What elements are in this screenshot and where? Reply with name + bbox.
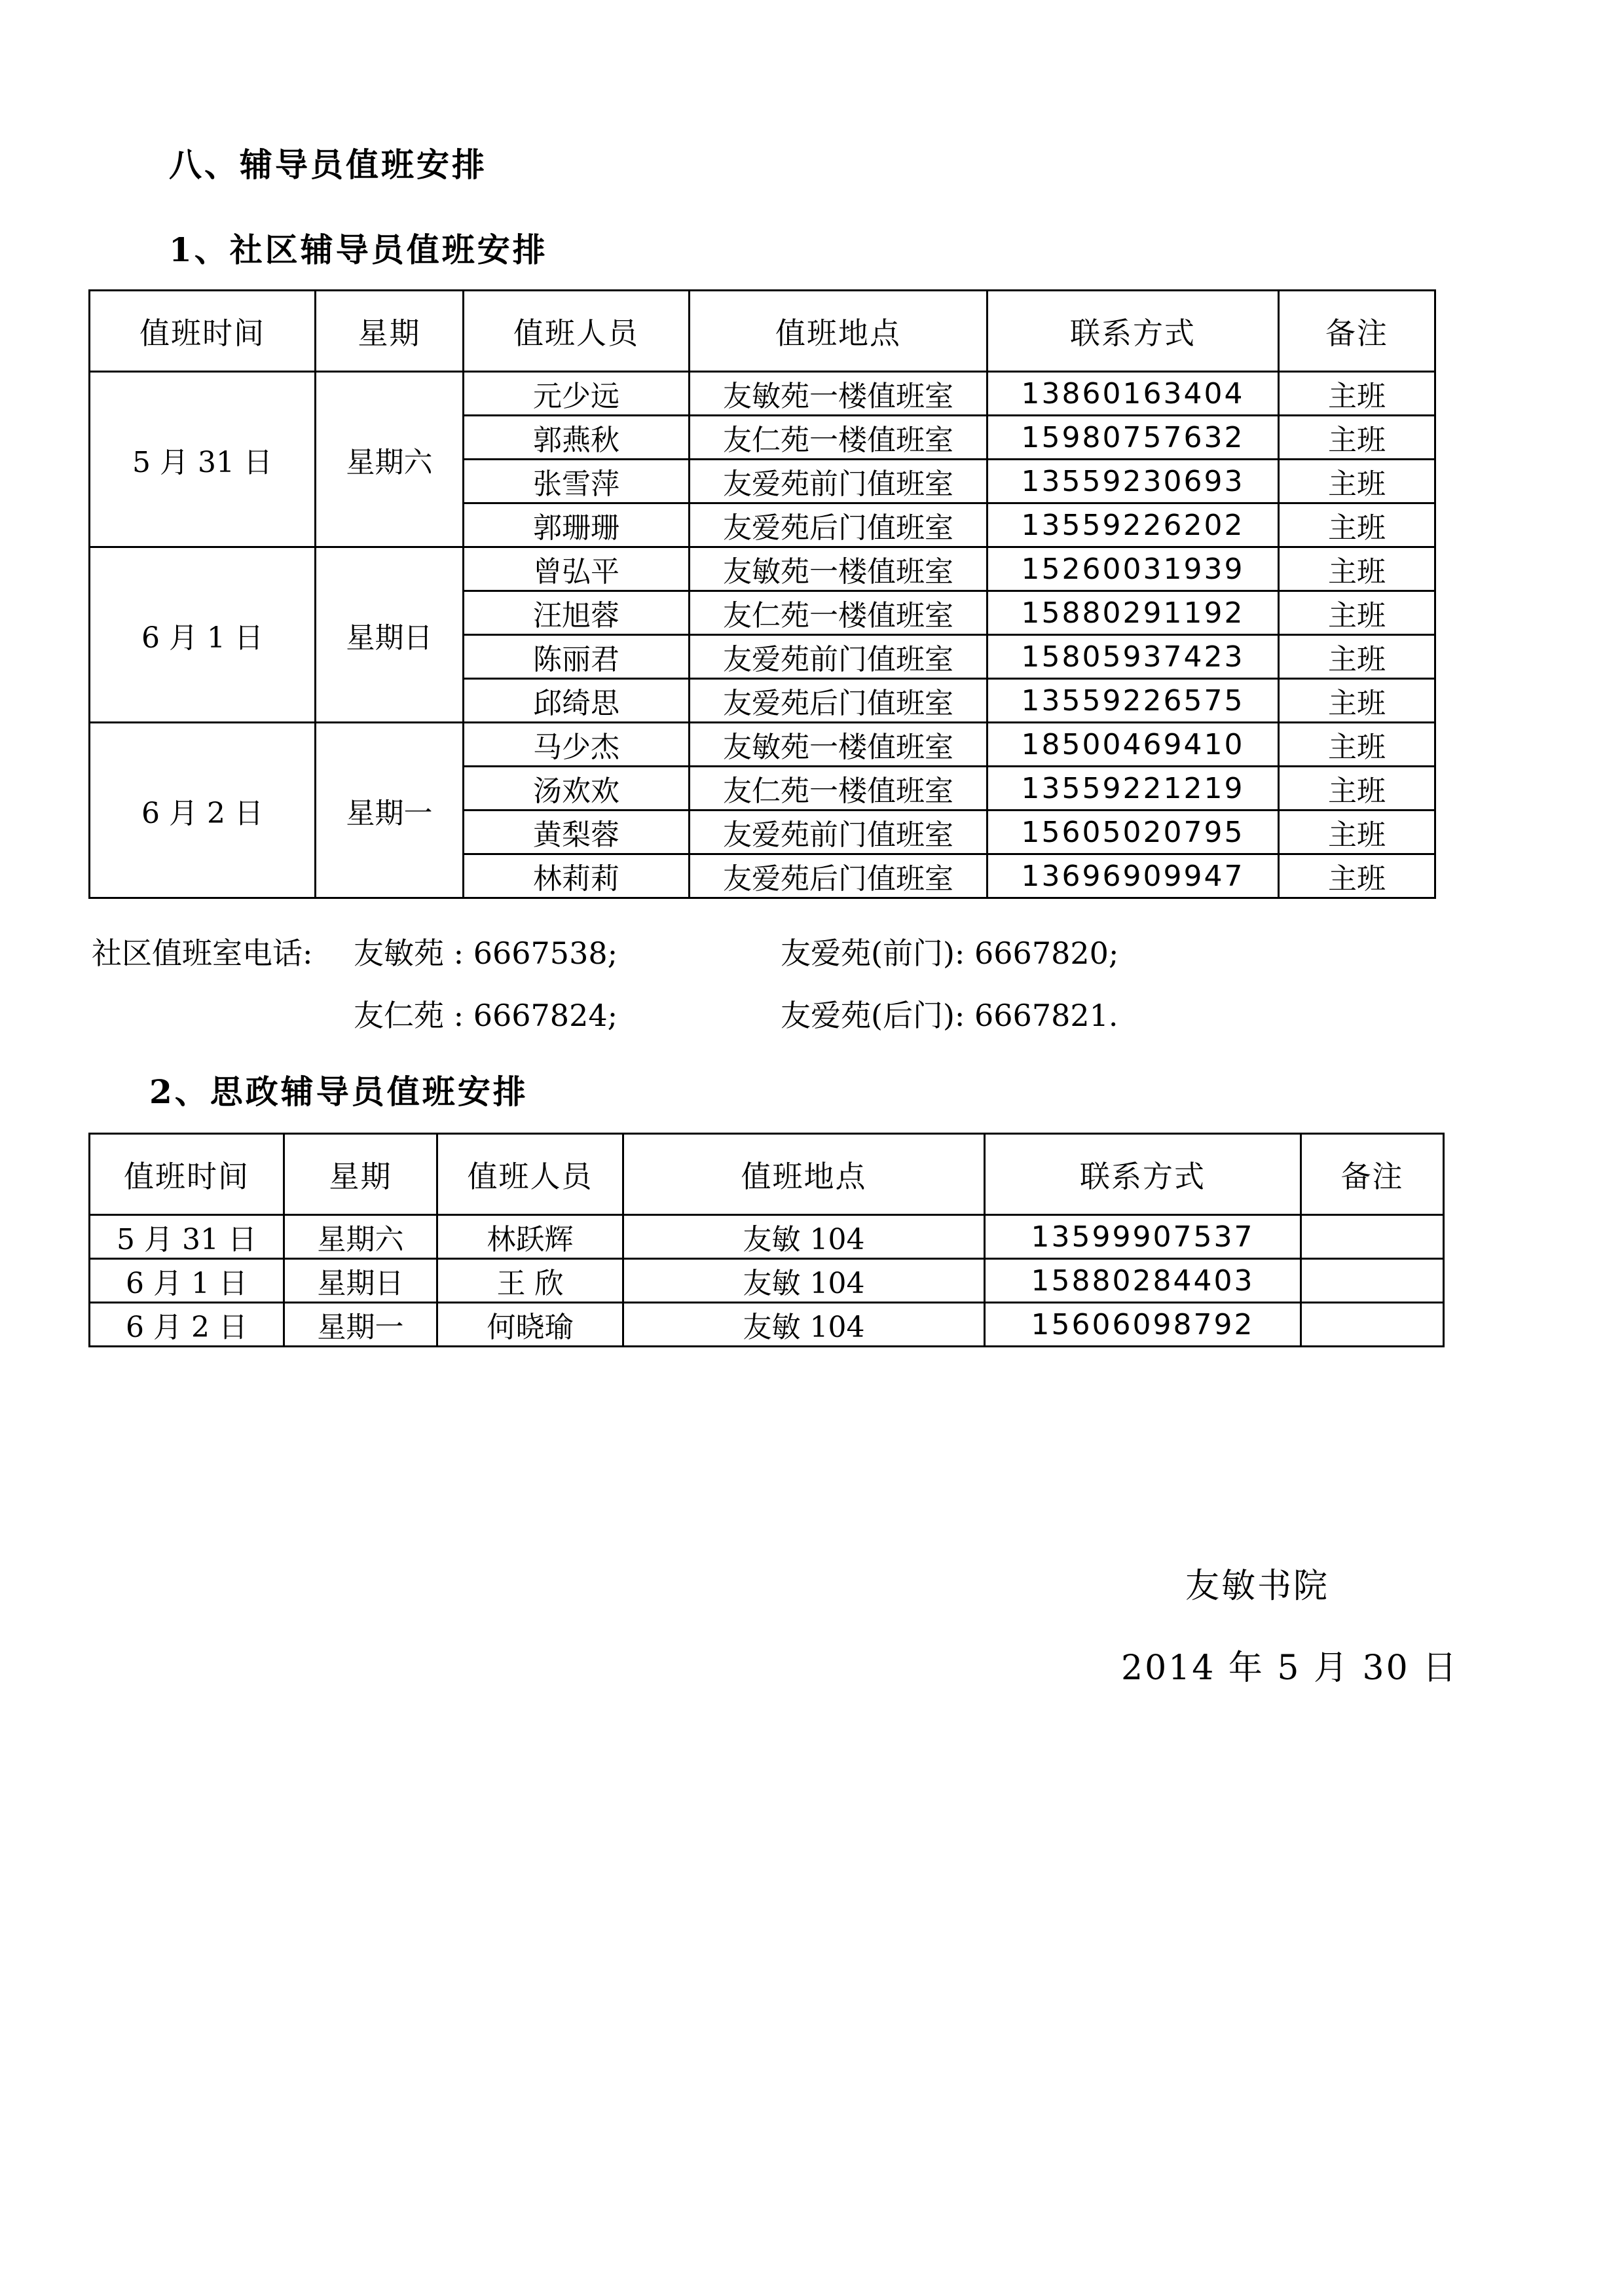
duty-date: 6 月 1 日 (90, 547, 316, 723)
duty-date: 6 月 2 日 (90, 1303, 284, 1347)
duty-remark: 主班 (1279, 854, 1435, 898)
header-location: 值班地点 (690, 291, 987, 372)
table-row (90, 547, 1435, 591)
duty-phone: 15606098792 (985, 1303, 1301, 1347)
duty-phone: 15260031939 (987, 547, 1279, 591)
table-header-row (90, 291, 1435, 372)
duty-staff-name: 林跃辉 (437, 1215, 623, 1259)
header-staff: 值班人员 (437, 1134, 623, 1215)
table-header-row (90, 1134, 1444, 1215)
duty-phone-label: 社区值班室电话: (92, 936, 313, 971)
duty-phone: 13559226202 (987, 503, 1279, 547)
duty-weekday: 星期一 (284, 1303, 437, 1347)
duty-phone: 18500469410 (987, 723, 1279, 767)
signature-org: 友敏书院 (1185, 1567, 1330, 1606)
duty-remark: 主班 (1279, 811, 1435, 854)
header-staff: 值班人员 (464, 291, 690, 372)
duty-phone: 13696909947 (987, 854, 1279, 898)
header-weekday: 星期 (316, 291, 464, 372)
duty-weekday: 星期六 (316, 372, 464, 547)
duty-location: 友敏苑一楼值班室 (690, 372, 987, 416)
duty-remark (1301, 1259, 1444, 1303)
header-remark: 备注 (1279, 291, 1435, 372)
table-row (90, 372, 1435, 416)
community-schedule-title: 1、社区辅导员值班安排 (169, 230, 548, 269)
duty-location: 友敏 104 (623, 1215, 985, 1259)
duty-phone-youai-back: 友爱苑(后门): 6667821. (781, 998, 1118, 1033)
section-title: 八、辅导员值班安排 (169, 145, 487, 184)
header-duty-time: 值班时间 (90, 1134, 284, 1215)
duty-staff-name: 元少远 (464, 372, 690, 416)
duty-staff-name: 何晓瑜 (437, 1303, 623, 1347)
duty-remark: 主班 (1279, 372, 1435, 416)
duty-phone: 13860163404 (987, 372, 1279, 416)
duty-staff-name: 林莉莉 (464, 854, 690, 898)
duty-date: 5 月 31 日 (90, 372, 316, 547)
duty-staff-name: 邱绮思 (464, 679, 690, 723)
duty-remark (1301, 1215, 1444, 1259)
duty-staff-name: 马少杰 (464, 723, 690, 767)
duty-remark: 主班 (1279, 723, 1435, 767)
duty-date: 6 月 1 日 (90, 1259, 284, 1303)
duty-phone: 13559221219 (987, 767, 1279, 811)
duty-remark: 主班 (1279, 416, 1435, 460)
table-row (90, 1259, 1444, 1303)
duty-location: 友爱苑后门值班室 (690, 679, 987, 723)
duty-location: 友爱苑后门值班室 (690, 503, 987, 547)
duty-staff-name: 王 欣 (437, 1259, 623, 1303)
header-remark: 备注 (1301, 1134, 1444, 1215)
duty-location: 友爱苑前门值班室 (690, 460, 987, 503)
duty-staff-name: 张雪萍 (464, 460, 690, 503)
table-row (90, 1303, 1444, 1347)
community-schedule-table (88, 289, 1436, 899)
duty-remark: 主班 (1279, 767, 1435, 811)
duty-location: 友仁苑一楼值班室 (690, 767, 987, 811)
duty-phone-youai-front: 友爱苑(前门): 6667820; (781, 936, 1119, 971)
duty-weekday: 星期日 (316, 547, 464, 723)
duty-phone: 13559230693 (987, 460, 1279, 503)
table-row (90, 1215, 1444, 1259)
duty-location: 友爱苑前门值班室 (690, 635, 987, 679)
duty-staff-name: 汤欢欢 (464, 767, 690, 811)
duty-location: 友敏苑一楼值班室 (690, 547, 987, 591)
duty-phone: 13559226575 (987, 679, 1279, 723)
duty-phone: 15880291192 (987, 591, 1279, 635)
duty-location: 友爱苑前门值班室 (690, 811, 987, 854)
duty-phone: 15605020795 (987, 811, 1279, 854)
header-duty-time: 值班时间 (90, 291, 316, 372)
duty-location: 友敏苑一楼值班室 (690, 723, 987, 767)
header-contact: 联系方式 (985, 1134, 1301, 1215)
duty-remark: 主班 (1279, 679, 1435, 723)
duty-staff-name: 陈丽君 (464, 635, 690, 679)
duty-location: 友敏 104 (623, 1303, 985, 1347)
duty-weekday: 星期一 (316, 723, 464, 898)
duty-remark: 主班 (1279, 503, 1435, 547)
duty-location: 友仁苑一楼值班室 (690, 591, 987, 635)
duty-staff-name: 郭燕秋 (464, 416, 690, 460)
ideological-schedule-table (88, 1133, 1445, 1347)
duty-staff-name: 郭珊珊 (464, 503, 690, 547)
header-weekday: 星期 (284, 1134, 437, 1215)
duty-remark (1301, 1303, 1444, 1347)
duty-staff-name: 黄梨蓉 (464, 811, 690, 854)
duty-phone: 13599907537 (985, 1215, 1301, 1259)
duty-remark: 主班 (1279, 547, 1435, 591)
signature-date: 2014 年 5 月 30 日 (1121, 1649, 1459, 1688)
duty-remark: 主班 (1279, 635, 1435, 679)
header-location: 值班地点 (623, 1134, 985, 1215)
duty-date: 6 月 2 日 (90, 723, 316, 898)
header-contact: 联系方式 (987, 291, 1279, 372)
duty-phone-youren: 友仁苑 : 6667824; (354, 998, 618, 1033)
duty-phone: 15805937423 (987, 635, 1279, 679)
duty-location: 友仁苑一楼值班室 (690, 416, 987, 460)
ideological-schedule-title: 2、思政辅导员值班安排 (149, 1072, 528, 1111)
duty-location: 友敏 104 (623, 1259, 985, 1303)
duty-location: 友爱苑后门值班室 (690, 854, 987, 898)
duty-staff-name: 曾弘平 (464, 547, 690, 591)
duty-phone: 15980757632 (987, 416, 1279, 460)
duty-phone: 15880284403 (985, 1259, 1301, 1303)
duty-phone-youmin: 友敏苑 : 6667538; (354, 936, 618, 971)
duty-weekday: 星期六 (284, 1215, 437, 1259)
duty-remark: 主班 (1279, 591, 1435, 635)
duty-date: 5 月 31 日 (90, 1215, 284, 1259)
duty-remark: 主班 (1279, 460, 1435, 503)
table-row (90, 723, 1435, 767)
duty-weekday: 星期日 (284, 1259, 437, 1303)
duty-staff-name: 汪旭蓉 (464, 591, 690, 635)
